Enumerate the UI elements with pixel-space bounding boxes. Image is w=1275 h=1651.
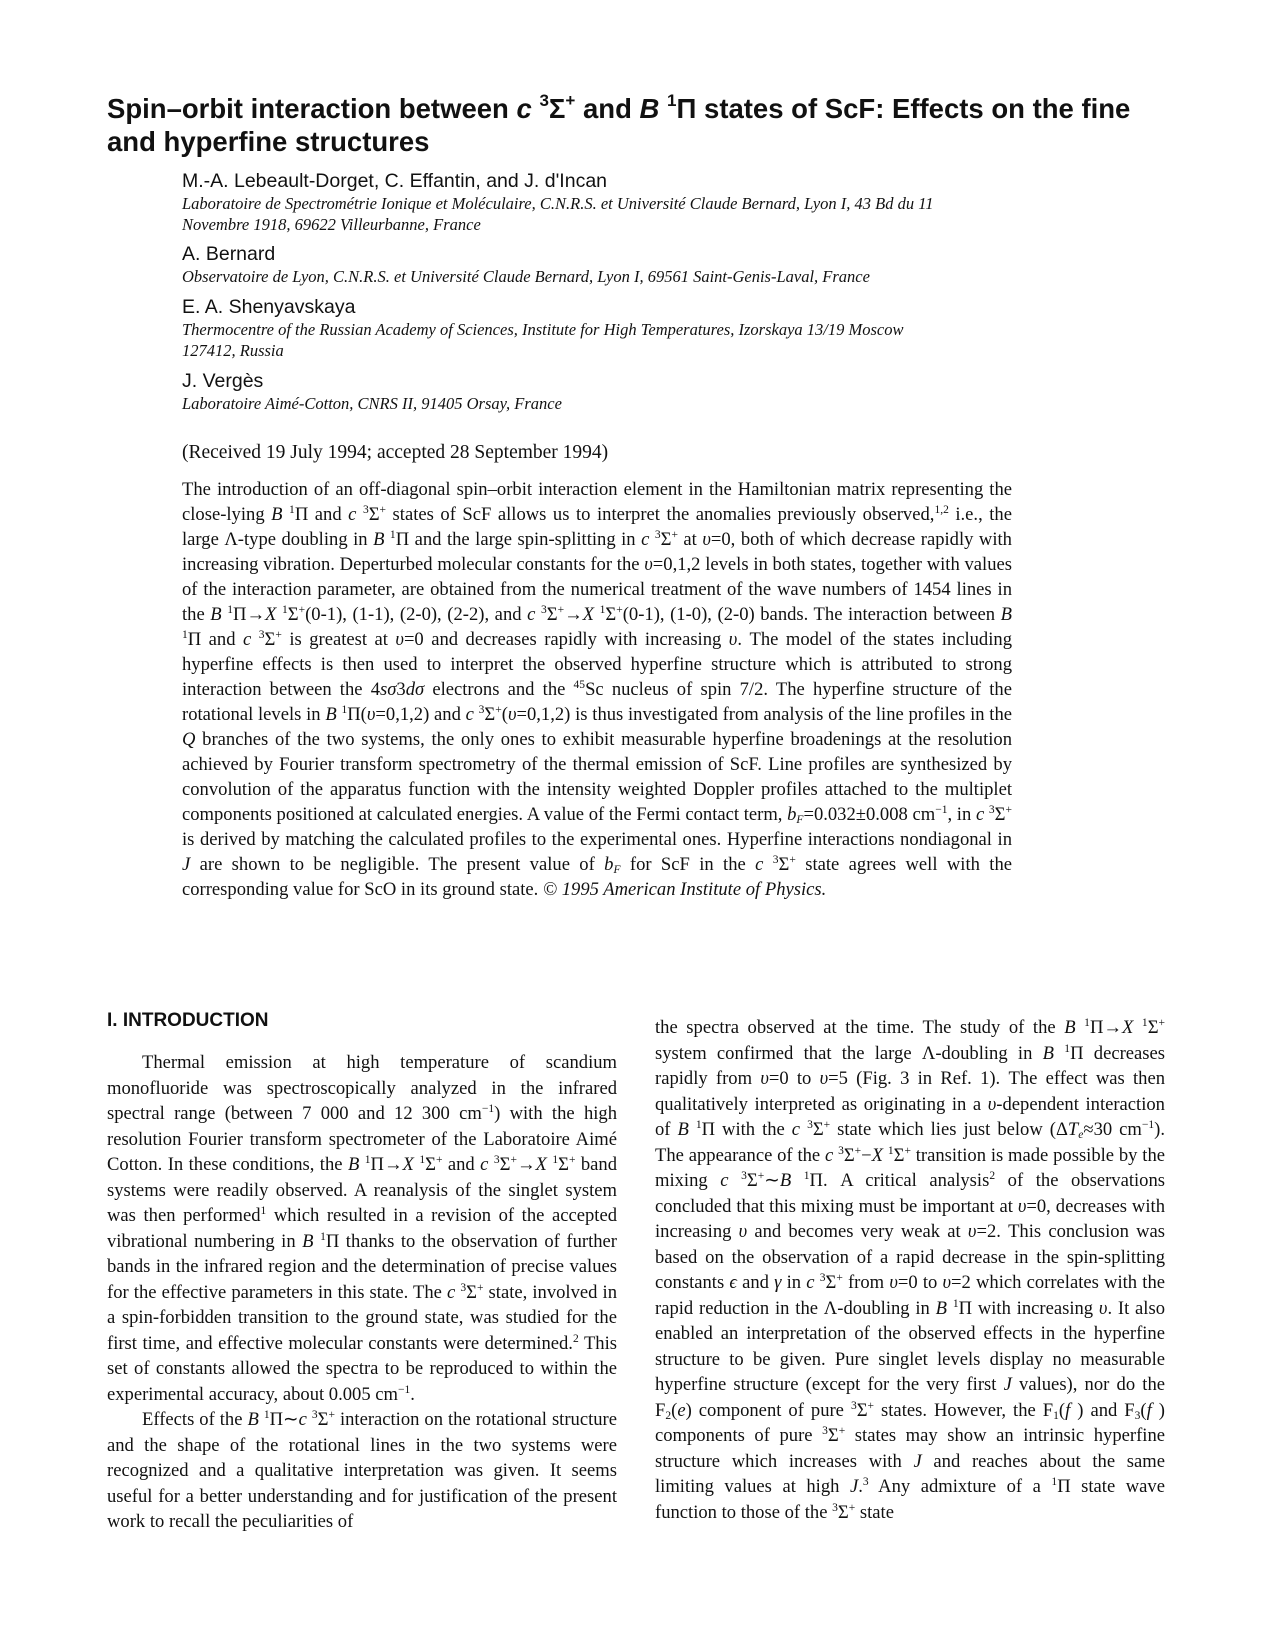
author-names: A. Bernard bbox=[182, 243, 276, 265]
author-affiliation: Laboratoire Aimé-Cotton, CNRS II, 91405 Orsay, France bbox=[182, 394, 562, 413]
author-affiliation: Observatoire de Lyon, C.N.R.S. et Université Claude Bernard, Lyon I, 69561 Saint-Genis-Laval, France bbox=[182, 267, 870, 286]
left-column bbox=[107, 1050, 617, 1535]
author-affiliation: Laboratoire de Spectrométrie Ionique et Moléculaire, C.N.R.S. et Université Claude Bernard, Lyon I, 43 Bd du 11 Novembre 1918, 69622 Villeurbanne, France bbox=[182, 194, 934, 234]
author-block-1 bbox=[182, 170, 1142, 235]
author-names: E. A. Shenyavskaya bbox=[182, 296, 356, 318]
paper-title: Spin–orbit interaction between c $^3$Σ+ and B $^1$Π states of ScF: Effects on the fine and hyperfine structures bbox=[107, 91, 1131, 157]
right-column bbox=[655, 1015, 1165, 1525]
author-names: M.-A. Lebeault-Dorget, C. Effantin, and J. d'Incan bbox=[182, 170, 608, 192]
abstract: The introduction of an off-diagonal spin–orbit interaction element in the Hamiltonian matrix representing the close-lying B $^1$Π and c $^3$Σ+ states of ScF allows us to interpret the anomalies previously observed,$^{1,2}$ i.e., the large Λ-type doubling in B $^1$Π and the large spin-splitting in c $^3$Σ+ at υ=0, both of which decrease rapidly with increasing vibration. Deperturbed molecular constants for the υ=0,1,2 levels in both states, together with values of the interaction parameter, are obtained from the numerical treatment of the wave numbers of 1454 lines in the B $^1$Π→X $^1$Σ+(0-1), (1-1), (2-0), (2-2), and c $^3$Σ+→X $^1$Σ+(0-1), (1-0), (2-0) bands. The interaction between B $^1$Π and c $^3$Σ+ is greatest at υ=0 and decreases rapidly with increasing υ. The model of the states including hyperfine effects is then used to interpret the observed hyperfine structure which is attributed to strong interaction between the 4sσ3dσ electrons and the $^{45}$Sc nucleus of spin 7/2. The hyperfine structure of the rotational levels in B $^1$Π(υ=0,1,2) and c $^3$Σ+(υ=0,1,2) is thus investigated from analysis of the line profiles in the Q branches of the two systems, the only ones to exhibit measurable hyperfine broadenings at the resolution achieved by Fourier transform spectrometry of the thermal emission of ScF. Line profiles are synthesized by convolution of the apparatus function with the intensity weighted Doppler profiles attached to the multiplet components positioned at calculated energies. A value of the Fermi contact term, $b_F=0.032\pm 0.008$ $cm^{-1}$, in c $^3$Σ+ is derived by matching the calculated profiles to the experimental ones. Hyperfine interactions nondiagonal in J are shown to be negligible. The present value of $b_F$ for ScF in the c $^3$Σ+ state agrees well with the corresponding value for ScO in its ground state. © 1995 American Institute of Physics. bbox=[182, 479, 1013, 900]
author-block-2 bbox=[182, 243, 1142, 287]
author-affiliation: Thermocentre of the Russian Academy of Sciences, Institute for High Temperatures, Izorskaya 13/19 Moscow 127412, Russia bbox=[182, 320, 904, 360]
intro-paragraph-2: Effects of the B $^1$Π∼c $^3$Σ+ interaction on the rotational structure and the shape of the rotational lines in the two systems were recognized and a qualitative interpretation was given. It seems useful for a better understanding and for justification of the present work to recall the peculiarities of bbox=[107, 1409, 617, 1532]
author-names: J. Vergès bbox=[182, 370, 264, 392]
intro-paragraph-3: the spectra observed at the time. The study of the B $^1$Π→X $^1$Σ+ system confirmed that the large Λ-doubling in B $^1$Π decreases rapidly from υ=0 to υ=5 (Fig. 3 in Ref. 1). The effect was then qualitatively interpreted as originating in a υ-dependent interaction of B $^1$Π with the c $^3$Σ+ state which lies just below ($\Delta T_e\approx 30$ $cm^{-1}$). The appearance of the c $^3$Σ+−X $^1$Σ+ transition is made possible by the mixing c $^3$Σ+∼B $^1$Π. A critical analysis$^2$ of the observations concluded that this mixing must be important at υ=0, decreases with increasing υ and becomes very weak at υ=2. This conclusion was based on the observation of a rapid decrease in the spin-splitting constants ϵ and γ in c $^3$Σ+ from υ=0 to υ=2 which correlates with the rapid reduction in the Λ-doubling in B $^1$Π with increasing υ. It also enabled an interpretation of the observed effects in the hyperfine structure to be given. Pure singlet levels display no measurable hyperfine structure (except for the very first J values), nor do the $F_2(e)$ component of pure $^3$Σ+ states. However, the $F_1(f$ ) and $F_3(f$ ) components of pure $^3$Σ+ states may show an intrinsic hyperfine structure which increases with J and reaches about the same limiting values at high J.$^3$ Any admixture of a $^1$Π state wave function to those of the $^3$Σ+ state bbox=[655, 1017, 1166, 1523]
copyright: © 1995 American Institute of Physics. bbox=[542, 879, 827, 900]
intro-paragraph-1: Thermal emission at high temperature of scandium monofluoride was spectroscopically analyzed in the infrared spectral range (between 7 000 and 12 300 $cm^{-1}$) with the high resolution Fourier transform spectrometer of the Laboratoire Aimé Cotton. In these conditions, the B $^1$Π→X $^1$Σ+ and c $^3$Σ+→X $^1$Σ+ band systems were readily observed. A reanalysis of the singlet system was then performed$^1$ which resulted in a revision of the accepted vibrational numbering in B $^1$Π thanks to the observation of further bands in the infrared region and the determination of precise values for the effective parameters in this state. The c $^3$Σ+ state, involved in a spin-forbidden transition to the ground state, was studied for the first time, and effective molecular constants were determined.$^2$ This set of constants allowed the spectra to be reproduced to within the experimental accuracy, about 0.005 $cm^{-1}$. bbox=[107, 1052, 618, 1405]
author-block-3 bbox=[182, 296, 1142, 361]
received-dates: (Received 19 July 1994; accepted 28 September 1994) bbox=[182, 442, 609, 463]
author-block-4 bbox=[182, 370, 1142, 414]
section-heading: I. INTRODUCTION bbox=[107, 1010, 269, 1031]
